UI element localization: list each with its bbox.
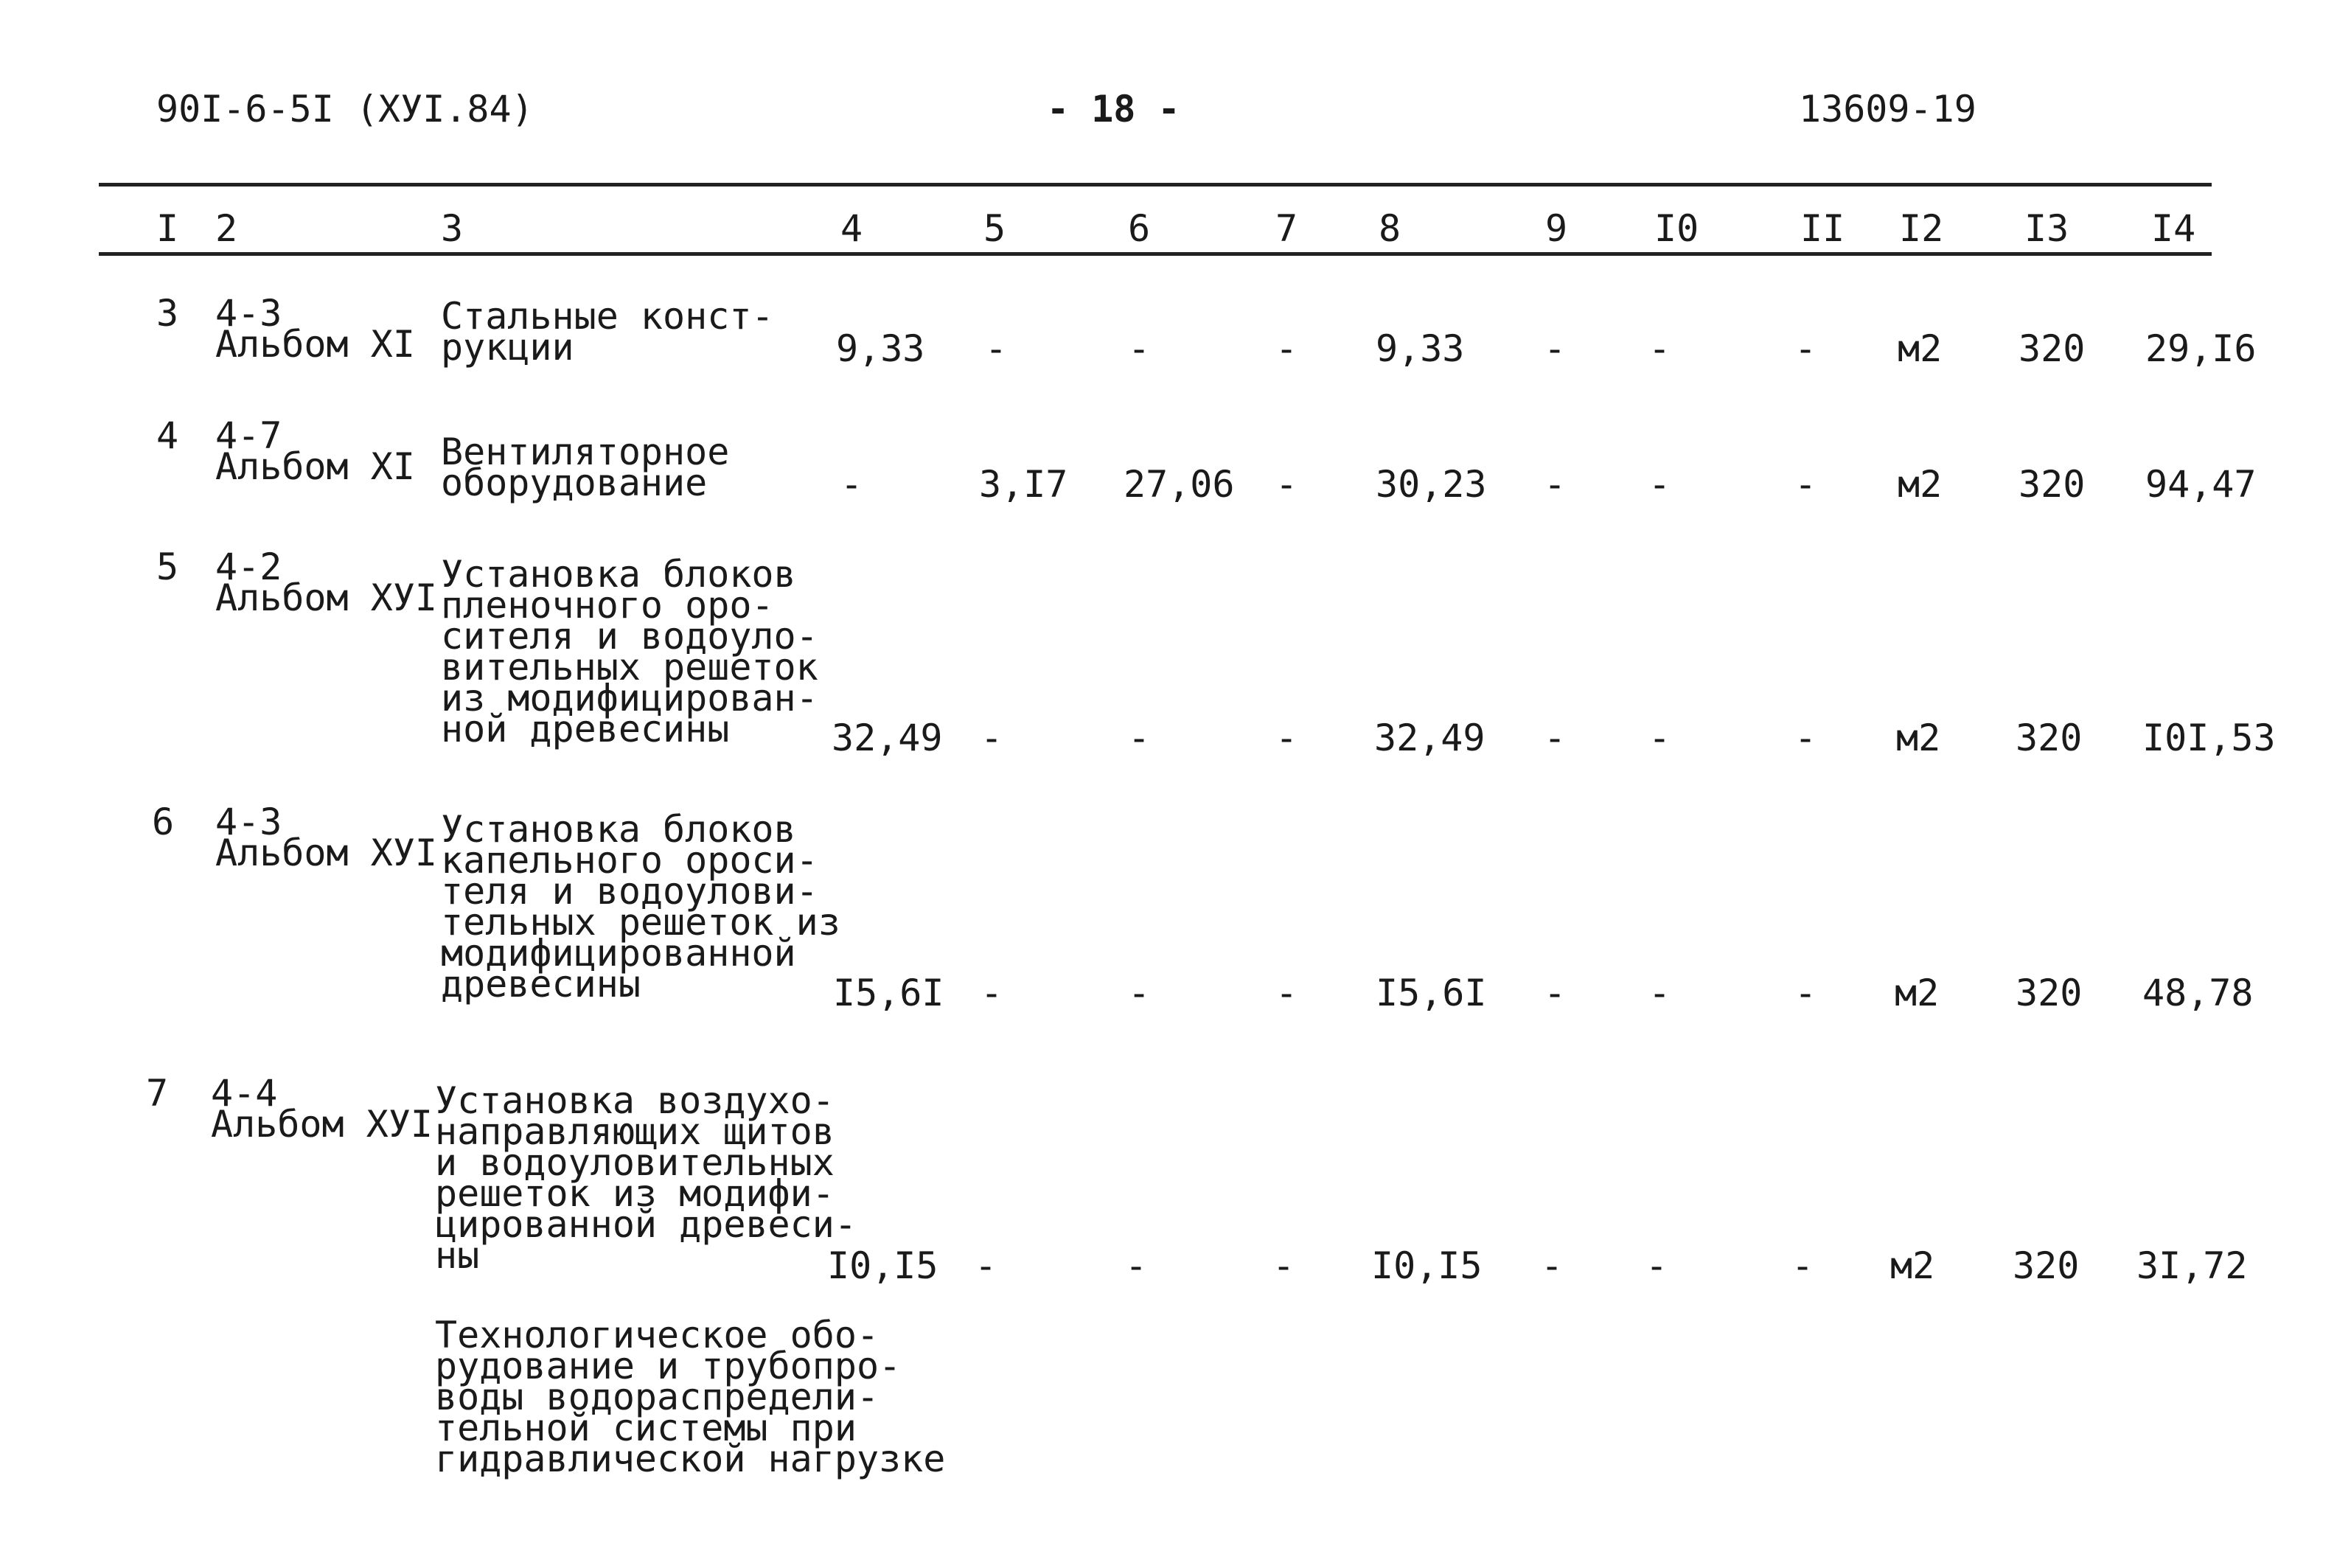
item-description: Вентиляторное оборудование	[441, 431, 730, 504]
value-col-6: 27,06	[1124, 463, 1235, 506]
value-col-9: -	[1544, 327, 1567, 370]
value-col-11: -	[1794, 327, 1817, 370]
column-number: I2	[1899, 207, 1944, 250]
value-col-4: 9,33	[836, 327, 925, 370]
value-col-10: -	[1645, 1244, 1668, 1287]
value-col-7: -	[1275, 463, 1298, 506]
unit: м2	[1898, 327, 1943, 370]
value-col-11: -	[1794, 463, 1817, 506]
value-col-7: -	[1275, 717, 1298, 759]
value-col-5: -	[975, 1244, 997, 1287]
value-col-4: I0,I5	[827, 1244, 938, 1287]
value-col-4: 32,49	[832, 717, 943, 759]
value-col-14: 29,I6	[2145, 327, 2257, 370]
value-col-13: 320	[2019, 463, 2086, 506]
value-col-8: 30,23	[1376, 463, 1487, 506]
value-col-11: -	[1794, 972, 1817, 1014]
value-col-14: 94,47	[2145, 463, 2257, 506]
column-number: I3	[2024, 207, 2069, 250]
value-col-13: 320	[2019, 327, 2086, 370]
value-col-11: -	[1794, 717, 1817, 759]
unit: м2	[1896, 717, 1941, 759]
value-col-4: I5,6I	[833, 972, 944, 1014]
value-col-13: 320	[2016, 972, 2083, 1014]
item-description: Установка блоков капельного ороси- теля и водоулови- тельных решеток из модифицированной древесины	[441, 808, 840, 1006]
value-col-7: -	[1275, 327, 1298, 370]
value-col-6: -	[1125, 1244, 1148, 1287]
item-description: Установка блоков пленочного оро- сителя и водоуло- вительных решеток из модифицирован- ной древесины	[441, 553, 818, 750]
column-number: I4	[2151, 207, 2196, 250]
value-col-13: 320	[2016, 717, 2083, 759]
value-col-10: -	[1648, 717, 1671, 759]
value-col-14: 3I,72	[2136, 1244, 2248, 1287]
item-description: Установка воздухо- направляющих щитов и водоуловительных решеток из модифи- цированной древеси- ны	[435, 1079, 857, 1277]
column-number: 4	[840, 207, 863, 250]
row-number: 3	[156, 292, 179, 335]
drawing-reference: 4-7 Альбом XI	[215, 414, 415, 488]
value-col-5: -	[981, 972, 1003, 1014]
value-col-14: I0I,53	[2142, 717, 2276, 759]
drawing-reference: 4-3 Альбом XУI	[215, 801, 438, 874]
table-header-rule	[99, 252, 2212, 256]
row-number: 5	[156, 546, 179, 588]
column-number: II	[1800, 207, 1845, 250]
archive-number: 13609-19	[1799, 88, 1976, 130]
value-col-14: 48,78	[2142, 972, 2254, 1014]
unit: м2	[1890, 1244, 1935, 1287]
section-heading: Технологическое обо- рудование и трубопро- воды водораспредели- тельной системы при гидравлической нагрузке	[435, 1314, 946, 1480]
column-number: I0	[1654, 207, 1699, 250]
value-col-9: -	[1544, 717, 1567, 759]
row-number: 6	[152, 801, 175, 843]
value-col-8: I5,6I	[1376, 972, 1487, 1014]
column-number: 9	[1545, 207, 1568, 250]
value-col-8: 32,49	[1374, 717, 1486, 759]
value-col-5: 3,I7	[979, 463, 1068, 506]
column-number: 5	[983, 207, 1006, 250]
value-col-7: -	[1275, 972, 1298, 1014]
unit: м2	[1898, 463, 1943, 506]
column-number: I	[156, 207, 179, 250]
column-number: 2	[215, 207, 238, 250]
value-col-9: -	[1544, 972, 1567, 1014]
value-col-10: -	[1648, 327, 1671, 370]
value-col-6: -	[1128, 972, 1151, 1014]
value-col-8: 9,33	[1376, 327, 1465, 370]
row-number: 4	[156, 414, 179, 457]
value-col-10: -	[1648, 972, 1671, 1014]
drawing-reference: 4-2 Альбом XУI	[215, 546, 438, 619]
document-code: 90I-6-5I (XУI.84)	[156, 88, 534, 130]
column-number: 8	[1379, 207, 1401, 250]
value-col-13: 320	[2013, 1244, 2080, 1287]
value-col-5: -	[981, 717, 1003, 759]
item-description: Стальные конст- рукции	[441, 295, 774, 369]
row-number: 7	[146, 1072, 169, 1115]
column-number: 3	[441, 207, 464, 250]
column-number: 7	[1275, 207, 1298, 250]
value-col-11: -	[1791, 1244, 1814, 1287]
drawing-reference: 4-3 Альбом XI	[215, 292, 415, 366]
unit: м2	[1895, 972, 1940, 1014]
value-col-9: -	[1541, 1244, 1564, 1287]
value-col-4: -	[840, 463, 863, 506]
column-number: 6	[1128, 207, 1151, 250]
value-col-6: -	[1128, 717, 1151, 759]
page-number: - 18 -	[1047, 88, 1180, 130]
value-col-6: -	[1128, 327, 1151, 370]
table-top-rule	[99, 183, 2212, 187]
value-col-8: I0,I5	[1371, 1244, 1483, 1287]
value-col-9: -	[1544, 463, 1567, 506]
drawing-reference: 4-4 Альбом XУI	[211, 1072, 433, 1146]
value-col-10: -	[1648, 463, 1671, 506]
value-col-5: -	[985, 327, 1008, 370]
value-col-7: -	[1272, 1244, 1295, 1287]
